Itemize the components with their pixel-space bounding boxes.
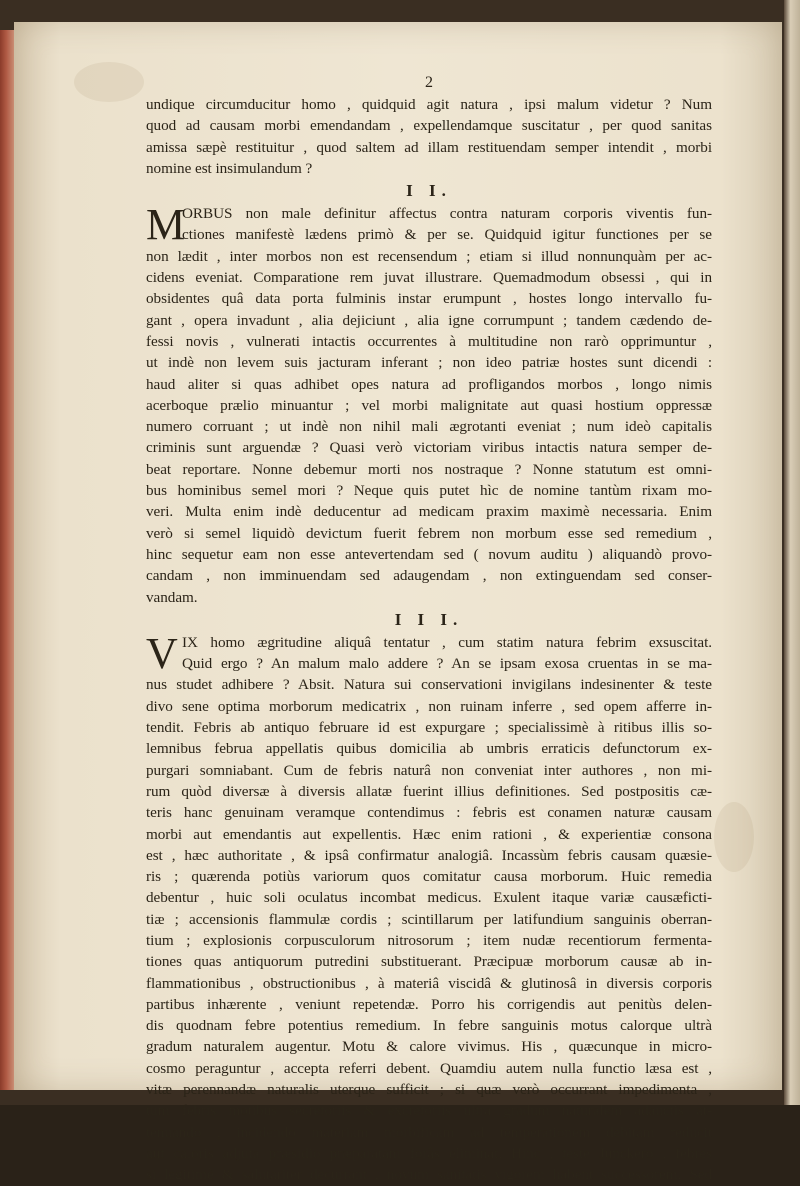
text-line: lemnibus februa appellatis quibus domicilia ab umbris erraticis defunctorum ex- <box>146 740 712 758</box>
text-line: nus studet adhibere ? Absit. Natura sui conservationi invigilans indesinenter & teste <box>146 676 712 694</box>
text-line: rum quòd diversæ à diversis allatæ fuerint illius definitiones. Sed postpositis cæ- <box>146 782 712 800</box>
page-number: 2 <box>425 74 433 91</box>
text-line: obsidentes quâ data porta fulminis instar erumpunt , hostes longo intervallo fu- <box>146 290 712 308</box>
paper-stain <box>714 802 754 872</box>
book-page <box>14 22 782 1184</box>
text-line: IX homo ægritudine aliquâ tentatur , cum statim natura febrim exsuscitat. <box>182 633 712 651</box>
text-line: teris hanc genuinam veramque contendimus : febris est conamen naturæ causam <box>146 804 712 822</box>
text-line: gradum naturalem augentur. Motu & calore vivimus. His , quæcunque in micro- <box>146 1038 712 1056</box>
paper-stain <box>74 62 144 102</box>
drop-cap-letter: M <box>146 200 186 250</box>
text-line: tendit. Febris ab antiquo februare id est expurgare ; specialissimè à ritibus illis so- <box>146 719 712 737</box>
section-2-paragraph <box>146 200 712 608</box>
text-line: partibus inhærente , veniunt repetendæ. Porro his corrigendis aut penitùs delen- <box>146 995 712 1013</box>
text-line: verò si semel liquidò devictum fuerit febrem non morbum esse sed remedium , <box>146 524 712 542</box>
text-line: aut caloris adjuta præsidio præparatam forâs eliminat. Hinc , teste Junckero , febres <box>146 1144 712 1162</box>
text-line: numero corruant ; ut indè non nihil mali ægrotanti eveniat ; num ideò capitalis <box>146 418 712 436</box>
text-line: ut indè non levem suis jacturam inferant ; non ideo patriæ hostes sunt dicendi : <box>146 354 712 372</box>
section-heading-3: I I I. <box>394 609 464 629</box>
text-line: est , hæc authoritate , & ipsâ confirmatur analogiâ. Incassùm febris causam quæsie- <box>146 846 712 864</box>
text-line: cidens eveniat. Comparatione rem juvat illustrare. Quemadmodum obsessi , qui in <box>146 269 712 287</box>
text-line: beat reportare. Nonne debemur morti nos nostraque ? Nonne statutum est omni- <box>146 460 712 478</box>
text-line: candam , non imminuendam sed adaugendam , non extinguendam sed conser- <box>146 567 712 585</box>
book-fore-edge-right <box>784 0 800 1105</box>
intro-paragraph <box>146 94 712 179</box>
text-line: si legitimè & salutariter decurrant , novum sanitatis vigorem habent successorem. Sed <box>146 1166 712 1184</box>
text-line: acerboque prælio minuantur ; vel morbi malignitate aut quasi hostium oppressæ <box>146 396 712 414</box>
text-line: fessi novis , vulnerati intactis occurrentes à multitudine non rarò opprimuntur , <box>146 332 712 350</box>
text-line: amissa sæpè restituitur , quod saltem ad illam restituendam semper intendit , morbi <box>146 138 712 156</box>
text-line: tiones quas antiquorum putredini substituerant. Præcipuæ morborum causæ ab in- <box>146 953 712 971</box>
section-heading-2: I I. <box>406 181 452 201</box>
text-line: tiæ ; accensionis flammulæ cordis ; scintillarum per latifundium sanguinis oberran- <box>146 910 712 928</box>
drop-cap-letter: V <box>146 628 178 678</box>
text-line: non lædit , inter morbos non est recensendum ; etiam si illud nonnunquàm per ac- <box>146 247 712 265</box>
text-line: tium ; explosionis corpusculorum nitrosorum ; item nudæ recentiorum fermenta- <box>146 931 712 949</box>
text-line: veri. Multa enim indè deducentur ad medicam praxim maximè necessaria. Enim <box>146 503 712 521</box>
text-line: tenuando , incidendo materiam morbificam ad temperationem debitam reducit <box>146 1123 712 1141</box>
text-line: bus hominibus semel mori ? Neque quis putet hìc de nomine tantùm rixam mo- <box>146 482 712 500</box>
text-line: nomine est insimulandum ? <box>146 159 313 177</box>
text-line: criminis sunt arguendæ ? Quasi verò victoriam viribus intactis natura semper de- <box>146 439 712 457</box>
text-line: divo sene optima morborum medicatrix , non ruinam inferre , sed opem afferre in- <box>146 697 712 715</box>
text-line: morbi aut emendantis aut expellentis. Hæc enim rationi , & experientiæ consona <box>146 825 712 843</box>
text-line: flammationibus , obstructionibus , à materiâ viscidâ & glutinosâ in diversis corporis <box>146 974 712 992</box>
text-line: tum febris motibus secretoriis & excretoriis ultra gradum naturalem adauctis at- <box>146 1102 712 1120</box>
text-line: vitæ perennandæ naturalis uterque sufficit ; si quæ verò occurrant impedimenta , <box>146 1081 712 1099</box>
text-line: gant , opera invadunt , alia dejiciunt , alia igne corrumpunt ; tandem cædendo de- <box>146 311 712 329</box>
book-fore-edge-left <box>0 30 14 1090</box>
text-line: quod ad causam morbi emendandam , expellendamque suscitatur , per quod sanitas <box>146 117 712 135</box>
text-line: cosmo peraguntur , accepta referri debent. Quamdiu autem nulla functio læsa est , <box>146 1059 712 1077</box>
text-line: ctiones manifestè lædens primò & per se. Quidquid igitur functiones per se <box>182 226 712 244</box>
text-line: ris ; quærenda potiùs variorum quos comitatur causa morborum. Huic remedia <box>146 868 712 886</box>
page-text-block <box>146 74 712 1186</box>
text-line: haud aliter si quas adhibet opes natura ad profligandos morbos , longo nimis <box>146 375 712 393</box>
text-line: purgari somniabant. Cum de febris naturâ non conveniat inter authores , non mi- <box>146 761 712 779</box>
section-3-paragraph <box>146 628 712 1186</box>
text-line: debentur , huic soli oculatus incombat medicus. Exulent itaque variæ causæficti- <box>146 889 712 907</box>
text-line: vandam. <box>146 588 198 606</box>
text-line: Quid ergo ? An malum malo addere ? An se ipsam exosa cruentas in se ma- <box>182 655 712 673</box>
text-line: dis quodnam febre potentius remedium. In febre sanguinis motus calorque ultrà <box>146 1017 712 1035</box>
text-line: undique circumducitur homo , quidquid agit natura , ipsi malum videtur ? Num <box>146 96 712 113</box>
text-line: ORBUS non male definitur affectus contra naturam corporis viventis fun- <box>182 205 712 223</box>
text-line: hinc sequetur eam non esse antevertendam sed ( novum auditu ) aliquandò provo- <box>146 545 712 563</box>
